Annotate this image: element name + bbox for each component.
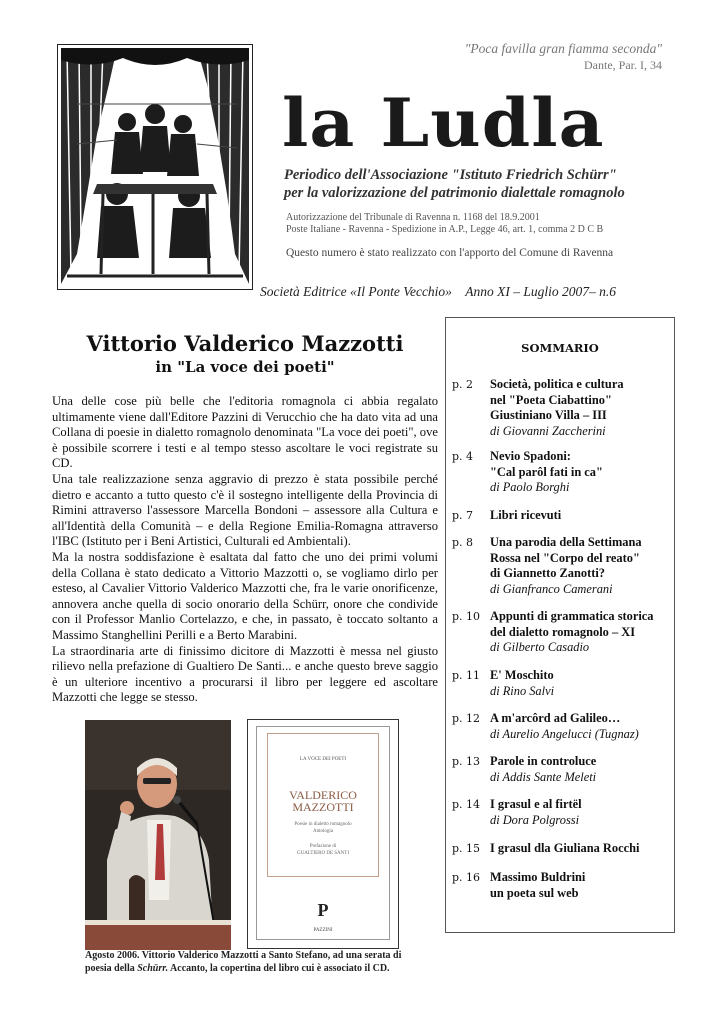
article-paragraph: Una delle cose più belle che l'editoria romagnola ci abbia regalato ultimamente viene dall'Editore Pazzini di Verucchio che ha dato vita ad una Collana di poesie in dialetto romagnolo denominata "La voce dei poeti", ove è possibile scorrere i testi e al tempo stesso ascoltare le voci registrate su CD.: [52, 394, 438, 471]
toc-entry: [452, 711, 674, 742]
motto-quote: "Poca favilla gran fiamma seconda": [464, 41, 662, 56]
cover-subtitle: Poesie in dialetto romagnolo: [294, 822, 352, 827]
toc-entry: [452, 797, 674, 828]
cover-preface-author: GUALTIERO DE SANTI: [296, 851, 350, 856]
legal-line-2: Poste Italiane - Ravenna - Spedizione in A.P., Legge 46, art. 1, comma 2 D C B: [286, 224, 604, 235]
cover-preface-label: Prefazione di: [309, 844, 337, 849]
toc-entry: [452, 754, 674, 785]
toc-title-line: Rossa nel "Corpo del reato": [490, 550, 640, 565]
cover-publisher: PAZZINI: [313, 928, 333, 933]
subtitle-line-1: Periodico dell'Associazione "Istituto Friedrich Schürr": [284, 167, 617, 183]
toc-title-line: Società, politica e cultura: [490, 377, 624, 391]
toc-entry: [452, 841, 674, 857]
publisher-logo: P: [317, 900, 329, 920]
article-paragraph: Una tale realizzazione senza aggravio di prezzo è stata possibile perché dietro e accanto a tutto questo c'è il sostegno intelligente della Provincia di Rimini attraverso l'assessore Marcella Bondoni – assessore alla Cultura e all'Identità della Comunità – e della Regione Emilia-Romagna attraverso l'IBC (Istituto per i Beni Artistici, Culturali ed Ambientali).: [52, 471, 438, 549]
toc-entry: [452, 377, 674, 439]
toc-entry: [452, 609, 674, 656]
sommario-title: SOMMARIO: [521, 341, 599, 355]
motto-source: Dante, Par. I, 34: [584, 58, 662, 72]
publication-info: [260, 284, 616, 300]
toc-author: di Giovanni Zaccherini: [490, 423, 606, 438]
cover-subtitle-2: Antologia: [313, 829, 333, 834]
article-subtitle: in "La voce dei poeti": [155, 358, 335, 376]
publisher-name: Società Editrice «Il Ponte Vecchio»: [260, 284, 452, 299]
caption-text: Agosto 2006. Vittorio Valderico Mazzotti a Santo Stefano, ad una serata di poesia della: [85, 950, 402, 974]
article-paragraph: La straordinaria arte di finissimo dicitore di Mazzotti è messa nel giusto rilievo nella prefazione di Gualtiero De Santi... e anche questo breve saggio è un ulteriore incentivo a procurarsi il libro per leggere ed ascoltare Mazzotti che legge se stesso.: [52, 643, 438, 705]
toc-page: p. 13: [452, 755, 481, 768]
toc-page: p. 15: [452, 842, 481, 855]
sponsor-note: Questo numero è stato realizzato con l'apporto del Comune di Ravenna: [286, 247, 614, 259]
toc-page: p. 10: [452, 610, 481, 623]
poet-photo: [85, 720, 231, 950]
toc-title-line: I grasul dla Giuliana Rocchi: [490, 841, 640, 855]
issue-info: Anno XI – Luglio 2007– n.6: [465, 284, 616, 299]
toc-page: p. 4: [452, 450, 474, 463]
cover-author-first: VALDERICO: [289, 788, 357, 802]
toc-title-line: E' Moschito: [490, 668, 554, 682]
toc-author: di Rino Salvi: [490, 683, 555, 698]
toc-title-line: un poeta sul web: [490, 885, 579, 900]
toc-title-line: "Cal parôl fati in ca": [490, 464, 603, 479]
toc-page: p. 14: [452, 798, 481, 811]
toc-page: p. 12: [452, 712, 481, 725]
toc-page: p. 7: [452, 509, 474, 522]
toc-page: p. 2: [452, 378, 474, 391]
photo-caption: [85, 950, 415, 975]
article-paragraph: Ma la nostra soddisfazione è esaltata dal fatto che uno dei primi volumi della Collana è stato dedicato a Vittorio Mazzotti o, se vogliamo dirlo per esteso, al Cavalier Vittorio Valderico Mazzotti che, fra le varie onorificenze, annovera anche quella di socio onorario della Schürr, onore che condivide con il Professor Manlio Cortelazzo, e che, in passato, è toccato soltanto a Massimo Stanghellini Perilli e a Berto Marabini.: [52, 549, 438, 642]
toc-author: di Gilberto Casadio: [490, 640, 590, 655]
toc-page: p. 8: [452, 536, 474, 549]
article-title: Vittorio Valderico Mazzotti: [86, 331, 404, 356]
masthead-title: la Ludla: [282, 84, 605, 162]
legal-line-1: Autorizzazione del Tribunale di Ravenna n. 1168 del 18.9.2001: [286, 212, 540, 223]
legal-info: [286, 212, 603, 236]
toc-author: di Aurelio Angelucci (Tugnaz): [490, 726, 639, 741]
toc-author: di Gianfranco Camerani: [490, 581, 613, 596]
toc-title-line: del dialetto romagnolo – XI: [490, 624, 636, 639]
masthead-subtitle: [284, 166, 625, 202]
cover-series: LA VOCE DEI POETI: [299, 757, 347, 762]
toc-author: di Dora Polgrossi: [490, 812, 580, 827]
toc-page: p. 11: [452, 669, 481, 682]
book-cover: [247, 719, 399, 949]
toc-title-line: Massimo Buldrini: [490, 870, 586, 884]
subtitle-line-2: per la valorizzazione del patrimonio dialettale romagnolo: [284, 185, 625, 201]
toc-entry: [452, 535, 674, 597]
toc-title-line: Una parodia della Settimana: [490, 535, 642, 549]
toc-entry: [452, 668, 674, 699]
toc-entry: [452, 508, 674, 524]
motto: [465, 41, 662, 73]
toc-title-line: Appunti di grammatica storica: [490, 609, 654, 623]
toc-author: di Addis Sante Meleti: [490, 769, 597, 784]
toc-title-line: Nevio Spadoni:: [490, 449, 571, 463]
caption-text-end: Accanto, la copertina del libro cui è associato il CD.: [168, 962, 390, 974]
masthead-woodcut-illustration: [57, 44, 253, 290]
toc-entry: [452, 449, 674, 496]
toc-entry: [452, 870, 674, 901]
toc-title-line: Giustiniano Villa – III: [490, 408, 607, 423]
caption-italic: Schürr.: [137, 962, 169, 974]
toc-author: di Paolo Borghi: [490, 480, 570, 495]
article-body: [52, 394, 438, 706]
toc-title-line: nel "Poeta Ciabattino": [490, 392, 612, 407]
toc-page: p. 16: [452, 871, 481, 884]
toc-title-line: A m'arcôrd ad Galileo…: [490, 711, 621, 725]
toc-title-line: Libri ricevuti: [490, 508, 562, 522]
toc-title-line: I grasul e al firtël: [490, 797, 582, 811]
cover-author-last: MAZZOTTI: [292, 800, 354, 814]
toc-title-line: Parole in controluce: [490, 754, 597, 768]
toc-title-line: di Giannetto Zanotti?: [490, 566, 605, 581]
